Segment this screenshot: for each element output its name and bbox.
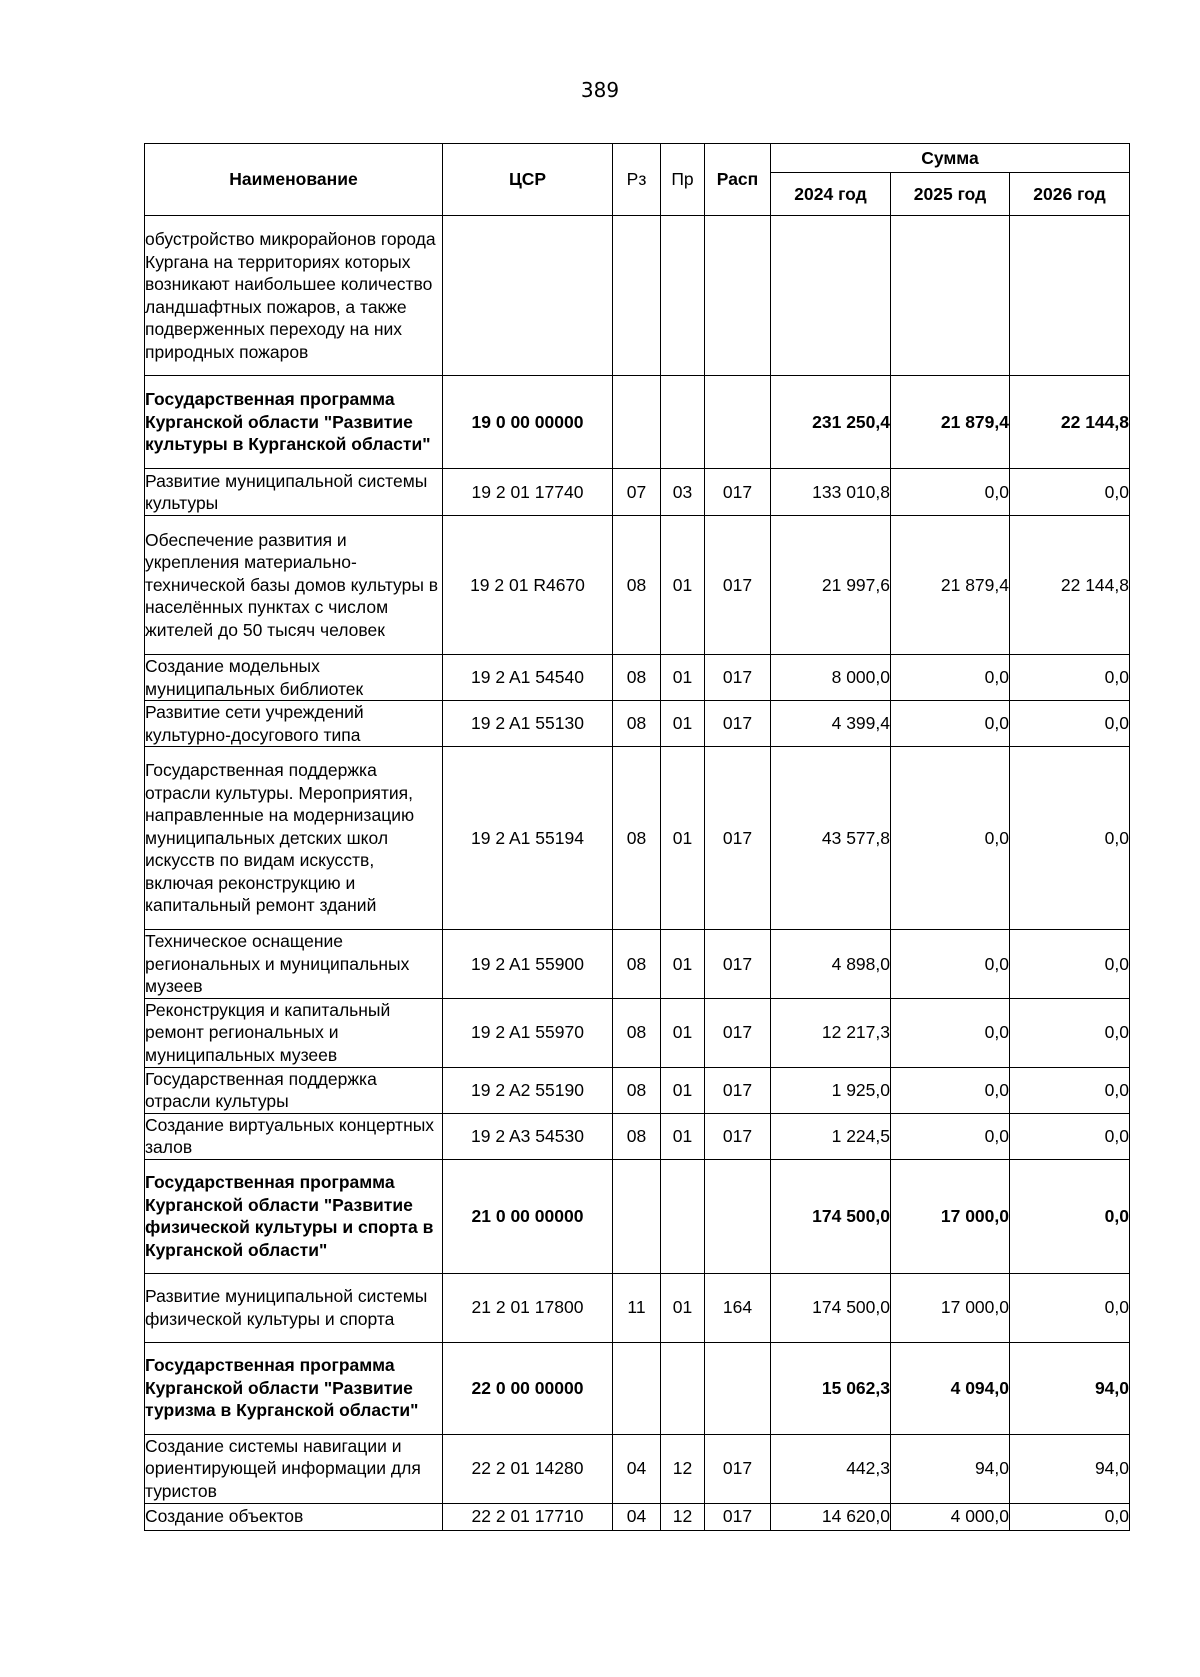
- table-row: [145, 216, 1130, 376]
- row-name: Развитие муниципальной системы физической культуры и спорта: [145, 1273, 443, 1342]
- row-name: Государственная поддержка отрасли культуры: [145, 1067, 443, 1113]
- row-pr: 01: [661, 701, 705, 747]
- row-csr: 21 2 01 17800: [443, 1273, 613, 1342]
- row-sum-2026: 0,0: [1010, 1159, 1130, 1273]
- row-sum-2024: 15 062,3: [771, 1342, 891, 1434]
- row-name: Государственная поддержка отрасли культуры. Мероприятия, направленные на модернизацию муниципальных детских школ искусств по видам искусств, включая реконструкцию и капитальный ремонт зданий: [145, 747, 443, 930]
- row-name: Создание объектов: [145, 1503, 443, 1530]
- row-sum-2024: 12 217,3: [771, 998, 891, 1067]
- row-sum-2025: 0,0: [891, 1067, 1010, 1113]
- header-rasp: Расп: [705, 144, 771, 216]
- table-row: [145, 1503, 1130, 1530]
- row-csr: 19 2 A1 55970: [443, 998, 613, 1067]
- row-sum-2024: 1 925,0: [771, 1067, 891, 1113]
- row-sum-2026: 0,0: [1010, 701, 1130, 747]
- row-csr: 22 2 01 14280: [443, 1434, 613, 1503]
- row-csr: 19 2 A3 54530: [443, 1113, 613, 1159]
- row-sum-2025: 21 879,4: [891, 376, 1010, 469]
- row-rasp: [705, 216, 771, 376]
- row-sum-2025: 17 000,0: [891, 1159, 1010, 1273]
- row-sum-2026: 0,0: [1010, 469, 1130, 516]
- row-sum-2024: 174 500,0: [771, 1159, 891, 1273]
- table-row: [145, 516, 1130, 655]
- header-year-2024: 2024 год: [771, 173, 891, 216]
- page-number: 389: [580, 78, 620, 102]
- row-sum-2025: 0,0: [891, 655, 1010, 701]
- row-rz: 08: [613, 747, 661, 930]
- row-sum-2025: 4 000,0: [891, 1503, 1010, 1530]
- row-rasp: [705, 1342, 771, 1434]
- table-row: [145, 1113, 1130, 1159]
- row-sum-2024: 4 399,4: [771, 701, 891, 747]
- row-csr: 21 0 00 00000: [443, 1159, 613, 1273]
- row-csr: 19 2 01 R4670: [443, 516, 613, 655]
- row-rasp: 017: [705, 930, 771, 999]
- header-year-2026: 2026 год: [1010, 173, 1130, 216]
- row-name: обустройство микрорайонов города Кургана на территориях которых возникают наибольшее количество ландшафтных пожаров, а также подверженных переходу на них природных пожаров: [145, 216, 443, 376]
- row-name: Техническое оснащение региональных и муниципальных музеев: [145, 930, 443, 999]
- row-sum-2026: 0,0: [1010, 1067, 1130, 1113]
- row-name: Создание модельных муниципальных библиотек: [145, 655, 443, 701]
- row-rasp: 017: [705, 1503, 771, 1530]
- row-sum-2024: 4 898,0: [771, 930, 891, 999]
- row-pr: 03: [661, 469, 705, 516]
- row-sum-2026: 0,0: [1010, 930, 1130, 999]
- row-sum-2026: 0,0: [1010, 1113, 1130, 1159]
- row-sum-2024: 442,3: [771, 1434, 891, 1503]
- table-row: [145, 998, 1130, 1067]
- row-sum-2025: 17 000,0: [891, 1273, 1010, 1342]
- row-sum-2026: [1010, 216, 1130, 376]
- row-rasp: 017: [705, 655, 771, 701]
- row-rasp: 017: [705, 516, 771, 655]
- row-name: Обеспечение развития и укрепления материально-технической базы домов культуры в населённых пунктах с числом жителей до 50 тысяч человек: [145, 516, 443, 655]
- row-rasp: 017: [705, 1113, 771, 1159]
- row-pr: [661, 376, 705, 469]
- row-rasp: 164: [705, 1273, 771, 1342]
- header-csr: ЦСР: [443, 144, 613, 216]
- row-rasp: 017: [705, 1067, 771, 1113]
- header-sum: Сумма: [771, 144, 1130, 173]
- row-csr: 22 0 00 00000: [443, 1342, 613, 1434]
- row-rasp: 017: [705, 1434, 771, 1503]
- row-rasp: [705, 376, 771, 469]
- row-pr: 01: [661, 747, 705, 930]
- table-row: [145, 469, 1130, 516]
- row-sum-2024: 1 224,5: [771, 1113, 891, 1159]
- row-sum-2026: 0,0: [1010, 1503, 1130, 1530]
- row-csr: 19 2 01 17740: [443, 469, 613, 516]
- row-rz: 08: [613, 930, 661, 999]
- header-pr: Пр: [661, 144, 705, 216]
- row-pr: [661, 216, 705, 376]
- row-rz: 11: [613, 1273, 661, 1342]
- row-pr: 12: [661, 1434, 705, 1503]
- row-csr: 19 2 A1 54540: [443, 655, 613, 701]
- table-row: [145, 376, 1130, 469]
- row-sum-2024: 14 620,0: [771, 1503, 891, 1530]
- row-pr: 01: [661, 655, 705, 701]
- row-sum-2024: [771, 216, 891, 376]
- row-csr: 19 2 A2 55190: [443, 1067, 613, 1113]
- row-sum-2026: 94,0: [1010, 1434, 1130, 1503]
- row-csr: 19 0 00 00000: [443, 376, 613, 469]
- row-sum-2026: 22 144,8: [1010, 376, 1130, 469]
- row-name: Развитие муниципальной системы культуры: [145, 469, 443, 516]
- row-sum-2024: 43 577,8: [771, 747, 891, 930]
- row-sum-2024: 174 500,0: [771, 1273, 891, 1342]
- row-rz: 08: [613, 516, 661, 655]
- table-row: [145, 655, 1130, 701]
- row-rz: 08: [613, 655, 661, 701]
- table-row: [145, 1342, 1130, 1434]
- row-name: Создание системы навигации и ориентирующей информации для туристов: [145, 1434, 443, 1503]
- row-sum-2025: 0,0: [891, 998, 1010, 1067]
- row-rz: [613, 216, 661, 376]
- row-rasp: 017: [705, 747, 771, 930]
- row-pr: [661, 1342, 705, 1434]
- row-pr: 01: [661, 1067, 705, 1113]
- row-name: Государственная программа Курганской области "Развитие туризма в Курганской области": [145, 1342, 443, 1434]
- row-pr: 01: [661, 516, 705, 655]
- row-sum-2026: 0,0: [1010, 1273, 1130, 1342]
- row-pr: 01: [661, 930, 705, 999]
- row-pr: 01: [661, 1273, 705, 1342]
- row-rz: 04: [613, 1503, 661, 1530]
- row-rasp: 017: [705, 701, 771, 747]
- row-name: Государственная программа Курганской области "Развитие культуры в Курганской области": [145, 376, 443, 469]
- row-rz: [613, 376, 661, 469]
- row-rz: 08: [613, 1113, 661, 1159]
- row-sum-2026: 0,0: [1010, 655, 1130, 701]
- row-sum-2025: 0,0: [891, 701, 1010, 747]
- header-year-2025: 2025 год: [891, 173, 1010, 216]
- row-csr: 19 2 A1 55130: [443, 701, 613, 747]
- row-rz: [613, 1342, 661, 1434]
- budget-table: [144, 143, 1130, 1531]
- row-sum-2025: 21 879,4: [891, 516, 1010, 655]
- row-sum-2026: 22 144,8: [1010, 516, 1130, 655]
- row-rz: 04: [613, 1434, 661, 1503]
- row-name: Развитие сети учреждений культурно-досугового типа: [145, 701, 443, 747]
- row-rasp: 017: [705, 469, 771, 516]
- row-sum-2024: 231 250,4: [771, 376, 891, 469]
- row-sum-2026: 0,0: [1010, 747, 1130, 930]
- row-name: Создание виртуальных концертных залов: [145, 1113, 443, 1159]
- row-csr: 19 2 A1 55900: [443, 930, 613, 999]
- row-csr: [443, 216, 613, 376]
- table-row: [145, 747, 1130, 930]
- row-sum-2024: 133 010,8: [771, 469, 891, 516]
- row-rasp: 017: [705, 998, 771, 1067]
- row-sum-2025: 0,0: [891, 930, 1010, 999]
- row-rz: 07: [613, 469, 661, 516]
- row-sum-2025: 0,0: [891, 747, 1010, 930]
- row-rz: 08: [613, 1067, 661, 1113]
- row-sum-2025: [891, 216, 1010, 376]
- row-name: Реконструкция и капитальный ремонт региональных и муниципальных музеев: [145, 998, 443, 1067]
- row-pr: 12: [661, 1503, 705, 1530]
- row-rz: 08: [613, 998, 661, 1067]
- table-row: [145, 701, 1130, 747]
- row-pr: 01: [661, 998, 705, 1067]
- row-sum-2024: 21 997,6: [771, 516, 891, 655]
- table-row: [145, 1434, 1130, 1503]
- row-pr: 01: [661, 1113, 705, 1159]
- row-rasp: [705, 1159, 771, 1273]
- row-sum-2025: 4 094,0: [891, 1342, 1010, 1434]
- row-sum-2025: 94,0: [891, 1434, 1010, 1503]
- row-sum-2025: 0,0: [891, 469, 1010, 516]
- row-sum-2026: 0,0: [1010, 998, 1130, 1067]
- row-pr: [661, 1159, 705, 1273]
- header-name: Наименование: [145, 144, 443, 216]
- table-row: [145, 1273, 1130, 1342]
- row-name: Государственная программа Курганской области "Развитие физической культуры и спорта в Курганской области": [145, 1159, 443, 1273]
- row-sum-2026: 94,0: [1010, 1342, 1130, 1434]
- header-rz: Рз: [613, 144, 661, 216]
- table-row: [145, 930, 1130, 999]
- row-csr: 22 2 01 17710: [443, 1503, 613, 1530]
- table-row: [145, 1067, 1130, 1113]
- row-sum-2025: 0,0: [891, 1113, 1010, 1159]
- row-rz: 08: [613, 701, 661, 747]
- row-csr: 19 2 A1 55194: [443, 747, 613, 930]
- row-sum-2024: 8 000,0: [771, 655, 891, 701]
- row-rz: [613, 1159, 661, 1273]
- table-row: [145, 1159, 1130, 1273]
